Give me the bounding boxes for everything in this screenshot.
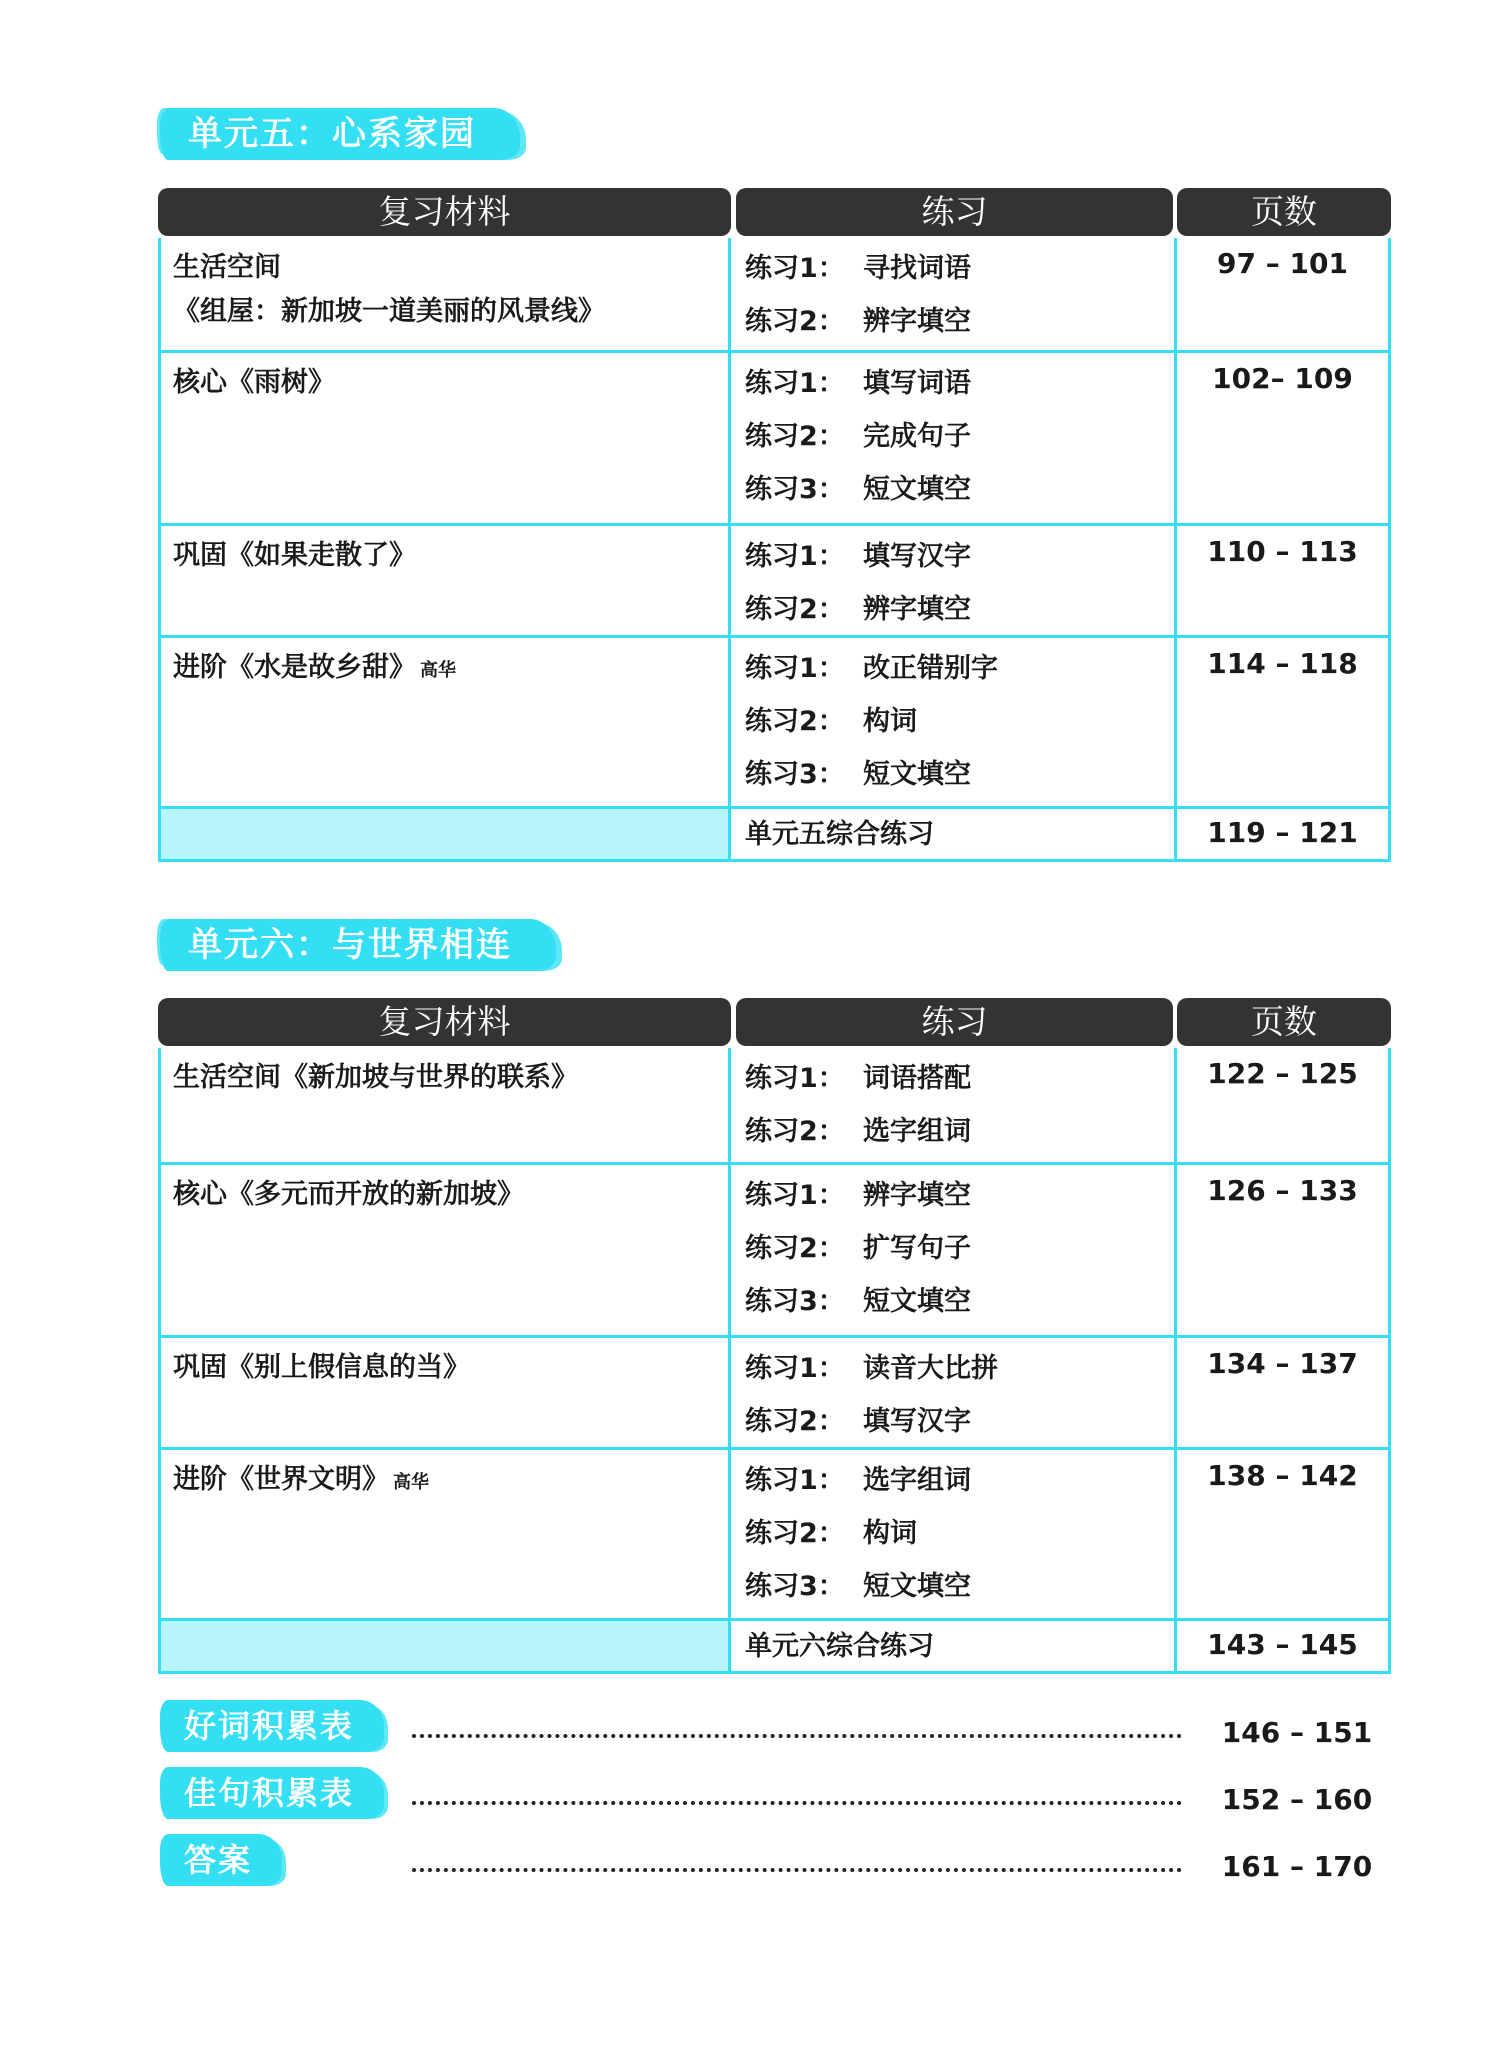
exercise-label: 练习1： xyxy=(745,541,845,572)
material-title: 核心《雨树》 xyxy=(173,367,335,398)
exercise-label: 练习1： xyxy=(745,1353,845,1384)
material-cell xyxy=(158,638,731,806)
exercise-cell xyxy=(731,353,1177,523)
exercise-item xyxy=(745,691,1174,752)
table-row xyxy=(158,1450,1391,1621)
exercise-text: 扩写句子 xyxy=(863,1233,971,1264)
exercise-label: 练习1： xyxy=(745,368,845,399)
exercise-text: 短文填空 xyxy=(863,1571,971,1602)
exercise-item xyxy=(745,353,1174,414)
material-title xyxy=(173,646,728,693)
exercise-label: 练习3： xyxy=(745,1571,845,1602)
exercise-label: 练习3： xyxy=(745,759,845,790)
table-row xyxy=(158,1165,1391,1338)
level-tag: 高华 xyxy=(420,660,456,681)
page-range: 114 – 118 xyxy=(1177,638,1391,806)
material-title: 巩固《别上假信息的当》 xyxy=(173,1352,470,1383)
exercise-item xyxy=(745,406,1174,467)
exercise-text: 词语搭配 xyxy=(863,1063,971,1094)
material-cell xyxy=(158,1450,731,1618)
exercise-label: 练习2： xyxy=(745,1233,845,1264)
material-title-text: 进阶《水是故乡甜》 xyxy=(173,652,416,683)
material-subtitle: 《组屋：新加坡一道美丽的风景线》 xyxy=(173,296,605,327)
extra-entry xyxy=(160,1834,1400,1894)
summary-row xyxy=(158,809,1391,862)
exercise-cell xyxy=(731,1048,1177,1162)
table-row xyxy=(158,1338,1391,1450)
exercise-item xyxy=(745,1450,1174,1511)
exercise-item xyxy=(745,638,1174,699)
exercise-cell xyxy=(731,1450,1177,1618)
level-tag: 高华 xyxy=(393,1472,429,1493)
exercise-label: 练习2： xyxy=(745,706,845,737)
exercise-text: 构词 xyxy=(863,1518,917,1549)
exercise-label: 练习2： xyxy=(745,421,845,452)
exercise-text: 完成句子 xyxy=(863,421,971,452)
unit6-title: 单元六：与世界相连 xyxy=(160,919,556,971)
exercise-label: 练习2： xyxy=(745,1406,845,1437)
exercise-text: 短文填空 xyxy=(863,759,971,790)
exercise-item xyxy=(745,1165,1174,1226)
exercise-cell xyxy=(731,1338,1177,1447)
exercise-text: 填写汉字 xyxy=(863,1406,971,1437)
exercise-text: 辨字填空 xyxy=(863,306,971,337)
page-range: 110 – 113 xyxy=(1177,526,1391,635)
summary-label: 单元六综合练习 xyxy=(731,1621,1177,1671)
exercise-cell xyxy=(731,238,1177,350)
exercise-item xyxy=(745,1556,1174,1617)
exercise-text: 填写汉字 xyxy=(863,541,971,572)
page-range: 122 – 125 xyxy=(1177,1048,1391,1162)
exercise-text: 填写词语 xyxy=(863,368,971,399)
table-row xyxy=(158,526,1391,638)
material-title-text: 进阶《世界文明》 xyxy=(173,1464,389,1495)
extra-entry xyxy=(160,1767,1400,1827)
exercise-label: 练习3： xyxy=(745,474,845,505)
exercise-item xyxy=(745,1101,1174,1162)
unit5-table xyxy=(158,188,1391,862)
exercise-cell xyxy=(731,526,1177,635)
leader-dots xyxy=(412,1868,1182,1872)
summary-label: 单元五综合练习 xyxy=(731,809,1177,859)
extra-label: 好词积累表 xyxy=(160,1700,384,1752)
exercise-label: 练习1： xyxy=(745,1465,845,1496)
exercise-label: 练习3： xyxy=(745,1286,845,1317)
exercise-cell xyxy=(731,1165,1177,1335)
header-pages: 页数 xyxy=(1177,188,1391,236)
exercise-label: 练习2： xyxy=(745,594,845,625)
exercise-item xyxy=(745,1338,1174,1399)
exercise-item xyxy=(745,1391,1174,1452)
material-title: 生活空间《新加坡与世界的联系》 xyxy=(173,1062,578,1093)
exercise-text: 选字组词 xyxy=(863,1116,971,1147)
page-range: 134 – 137 xyxy=(1177,1338,1391,1447)
header-exercise: 练习 xyxy=(736,998,1173,1046)
material-cell xyxy=(158,1338,731,1447)
exercise-text: 读音大比拼 xyxy=(863,1353,998,1384)
material-title: 核心《多元而开放的新加坡》 xyxy=(173,1179,524,1210)
exercise-item xyxy=(745,1218,1174,1279)
exercise-label: 练习1： xyxy=(745,653,845,684)
header-pages: 页数 xyxy=(1177,998,1391,1046)
exercise-item xyxy=(745,291,1174,352)
page-range: 138 – 142 xyxy=(1177,1450,1391,1618)
material-title: 生活空间 xyxy=(173,252,281,283)
table-row xyxy=(158,238,1391,353)
exercise-item xyxy=(745,744,1174,805)
exercise-item xyxy=(745,579,1174,640)
material-title xyxy=(173,1458,728,1505)
exercise-label: 练习1： xyxy=(745,1063,845,1094)
page-range: 146 – 151 xyxy=(1221,1716,1373,1749)
page-range: 126 – 133 xyxy=(1177,1165,1391,1335)
exercise-text: 短文填空 xyxy=(863,1286,971,1317)
exercise-item xyxy=(745,238,1174,299)
table-row xyxy=(158,1048,1391,1165)
page-range: 143 – 145 xyxy=(1177,1621,1391,1671)
material-cell xyxy=(158,1165,731,1335)
leader-dots xyxy=(412,1734,1182,1738)
material-cell xyxy=(158,353,731,523)
exercise-text: 选字组词 xyxy=(863,1465,971,1496)
extra-label: 答案 xyxy=(160,1834,282,1886)
page-range: 97 – 101 xyxy=(1177,238,1391,350)
exercise-text: 构词 xyxy=(863,706,917,737)
exercise-text: 辨字填空 xyxy=(863,1180,971,1211)
page-range: 161 – 170 xyxy=(1221,1850,1373,1883)
unit6-table xyxy=(158,998,1391,1674)
exercise-text: 辨字填空 xyxy=(863,594,971,625)
unit5-title: 单元五：心系家园 xyxy=(160,108,520,160)
extra-entry xyxy=(160,1700,1400,1760)
exercise-item xyxy=(745,459,1174,520)
exercise-item xyxy=(745,1048,1174,1109)
header-material: 复习材料 xyxy=(158,188,731,236)
extra-label: 佳句积累表 xyxy=(160,1767,384,1819)
exercise-item xyxy=(745,526,1174,587)
exercise-text: 短文填空 xyxy=(863,474,971,505)
header-exercise: 练习 xyxy=(736,188,1173,236)
material-cell xyxy=(158,238,731,350)
material-title: 巩固《如果走散了》 xyxy=(173,540,416,571)
header-material: 复习材料 xyxy=(158,998,731,1046)
exercise-text: 寻找词语 xyxy=(863,253,971,284)
exercise-item xyxy=(745,1271,1174,1332)
exercise-label: 练习2： xyxy=(745,1116,845,1147)
exercise-text: 改正错别字 xyxy=(863,653,998,684)
page-range: 119 – 121 xyxy=(1177,809,1391,859)
table-header xyxy=(158,998,1391,1048)
exercise-cell xyxy=(731,638,1177,806)
leader-dots xyxy=(412,1801,1182,1805)
table-header xyxy=(158,188,1391,238)
table-row xyxy=(158,638,1391,809)
exercise-label: 练习2： xyxy=(745,1518,845,1549)
exercise-label: 练习1： xyxy=(745,1180,845,1211)
exercise-label: 练习2： xyxy=(745,306,845,337)
material-cell xyxy=(158,526,731,635)
exercise-label: 练习1： xyxy=(745,253,845,284)
page-range: 152 – 160 xyxy=(1221,1783,1373,1816)
summary-blank-cell xyxy=(158,809,731,859)
table-row xyxy=(158,353,1391,526)
summary-row xyxy=(158,1621,1391,1674)
material-cell xyxy=(158,1048,731,1162)
exercise-item xyxy=(745,1503,1174,1564)
page-range: 102– 109 xyxy=(1177,353,1391,523)
summary-blank-cell xyxy=(158,1621,731,1671)
